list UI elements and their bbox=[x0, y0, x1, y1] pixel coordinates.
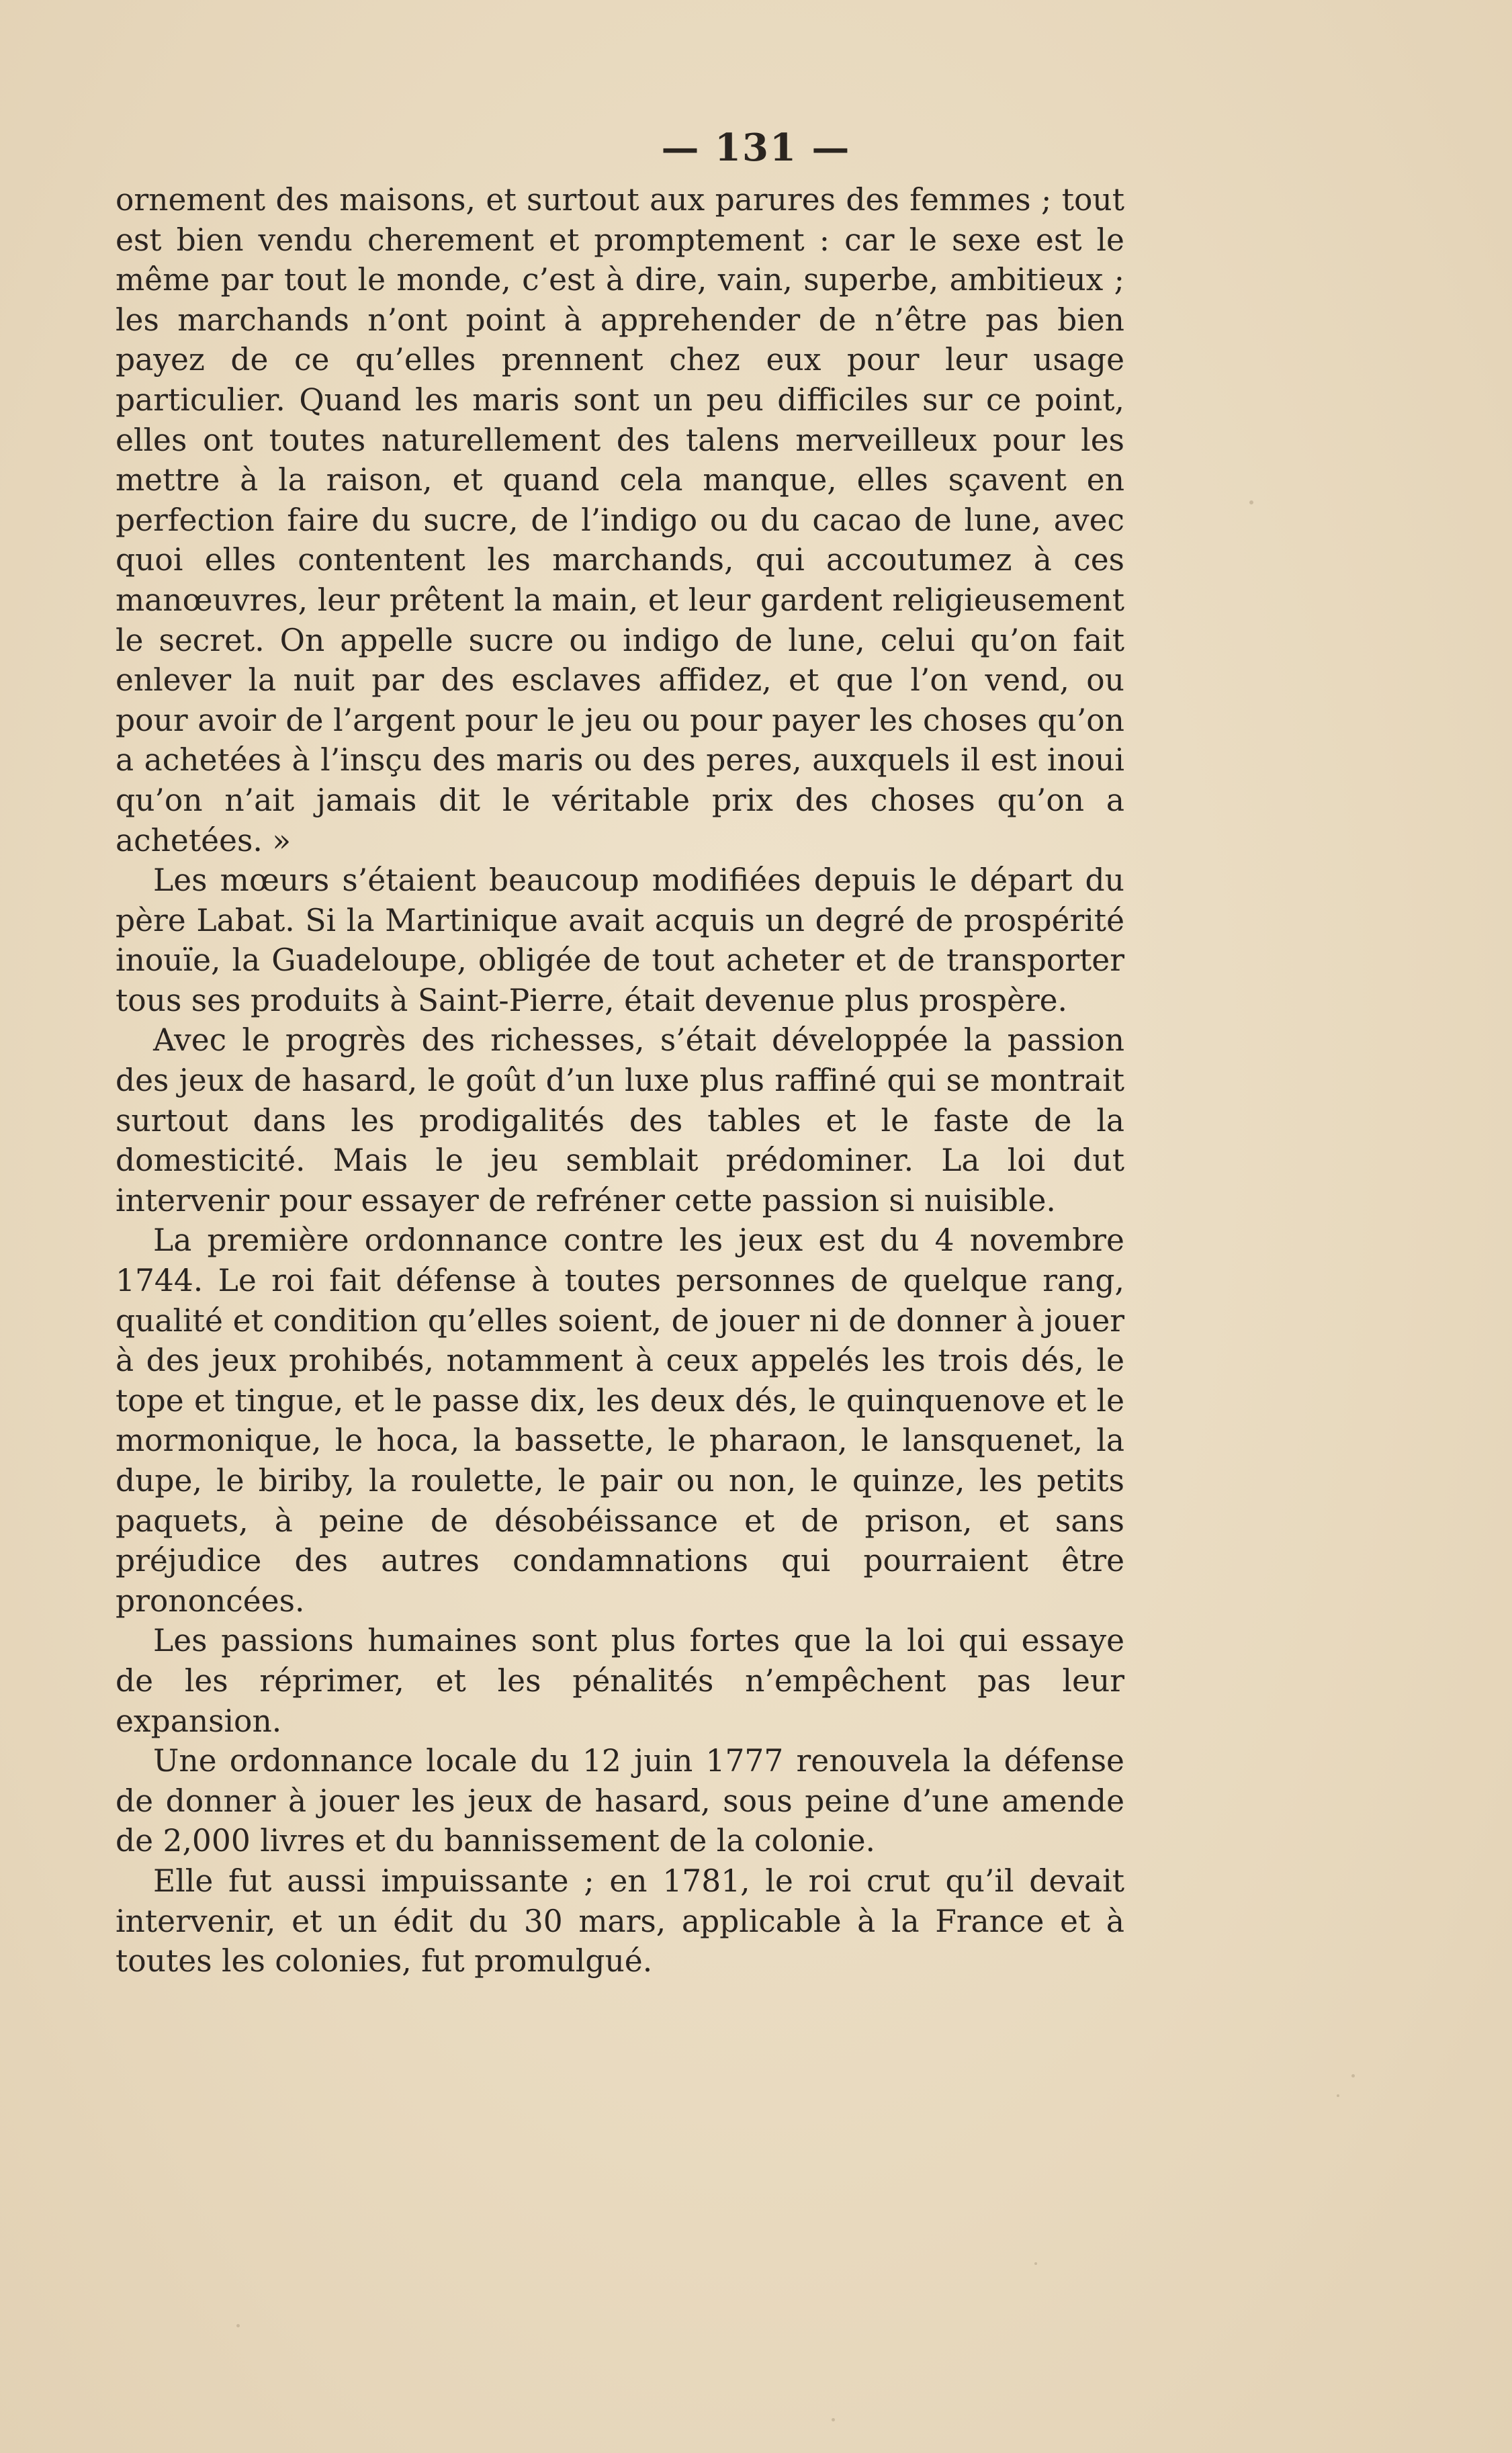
paragraph-6: Une ordonnance locale du 12 juin 1777 renouvela la défense de donner à jouer les jeux de hasard, sous peine d’une amende de 2,000 livres et du bannissement de la colonie. bbox=[116, 1743, 1124, 1859]
paper-speck bbox=[1034, 2262, 1037, 2265]
paragraph-7: Elle fut aussi impuissante ; en 1781, le roi crut qu’il devait intervenir, et un édit du 30 mars, applicable à la France et à toutes les colonies, fut promulgué. bbox=[116, 1863, 1124, 1979]
page-number: — 131 — bbox=[661, 126, 851, 170]
body-text bbox=[116, 180, 1124, 1981]
paragraph-4: La première ordonnance contre les jeux est du 4 novembre 1744. Le roi fait défense à toutes personnes de quelque rang, qualité et condition qu’elles soient, de jouer ni de donner à jouer à des jeux prohibés, notamment à ceux appelés les trois dés, le tope et tingue, et le passe dix, les deux dés, le quinquenove et le mormonique, le hoca, la bassette, le pharaon, le lansquenet, la dupe, le biriby, la roulette, le pair ou non, le quinze, les petits paquets, à peine de désobéissance et de prison, et sans préjudice des autres condamnations qui pourraient être prononcées. bbox=[116, 1222, 1124, 1619]
paragraph-1: ornement des maisons, et surtout aux parures des femmes ; tout est bien vendu cherement et promptement : car le sexe est le même par tout le monde, c’est à dire, vain, superbe, ambitieux ; les marchands n’ont point à apprehender de n’être pas bien payez de ce qu’elles prennent chez eux pour leur usage particulier. Quand les maris sont un peu difficiles sur ce point, elles ont toutes naturellement des talens merveilleux pour les mettre à la raison, et quand cela manque, elles sçavent en perfection faire du sucre, de l’indigo ou du cacao de lune, avec quoi elles contentent les marchands, qui accoutumez à ces manœuvres, leur prêtent la main, et leur gardent religieusement le secret. On appelle sucre ou indigo de lune, celui qu’on fait enlever la nuit par des esclaves affidez, et que l’on vend, ou pour avoir de l’argent pour le jeu ou pour payer les choses qu’on a achetées à l’insçu des maris ou des peres, auxquels il est inoui qu’on n’ait jamais dit le véritable prix des choses qu’on a achetées. » bbox=[116, 182, 1124, 858]
paper-speck bbox=[1351, 2074, 1355, 2078]
paper-speck bbox=[1249, 500, 1253, 504]
paragraph-5: Les passions humaines sont plus fortes que la loi qui essaye de les réprimer, et les pénalités n’empêchent pas leur expansion. bbox=[116, 1623, 1124, 1739]
paragraph-3: Avec le progrès des richesses, s’était développée la passion des jeux de hasard, le goût d’un luxe plus raffiné qui se montrait surtout dans les prodigalités des tables et le faste de la domesticité. Mais le jeu semblait prédominer. La loi dut intervenir pour essayer de refréner cette passion si nuisible. bbox=[116, 1022, 1124, 1218]
paragraph-2: Les mœurs s’étaient beaucoup modifiées depuis le départ du père Labat. Si la Martinique avait acquis un degré de prospérité inouïe, la Guadeloupe, obligée de tout acheter et de transporter tous ses produits à Saint-Pierre, était devenue plus prospère. bbox=[116, 862, 1124, 1018]
paper-speck bbox=[1337, 2094, 1339, 2097]
paper-speck bbox=[236, 2324, 240, 2327]
paper-speck bbox=[832, 2418, 835, 2421]
